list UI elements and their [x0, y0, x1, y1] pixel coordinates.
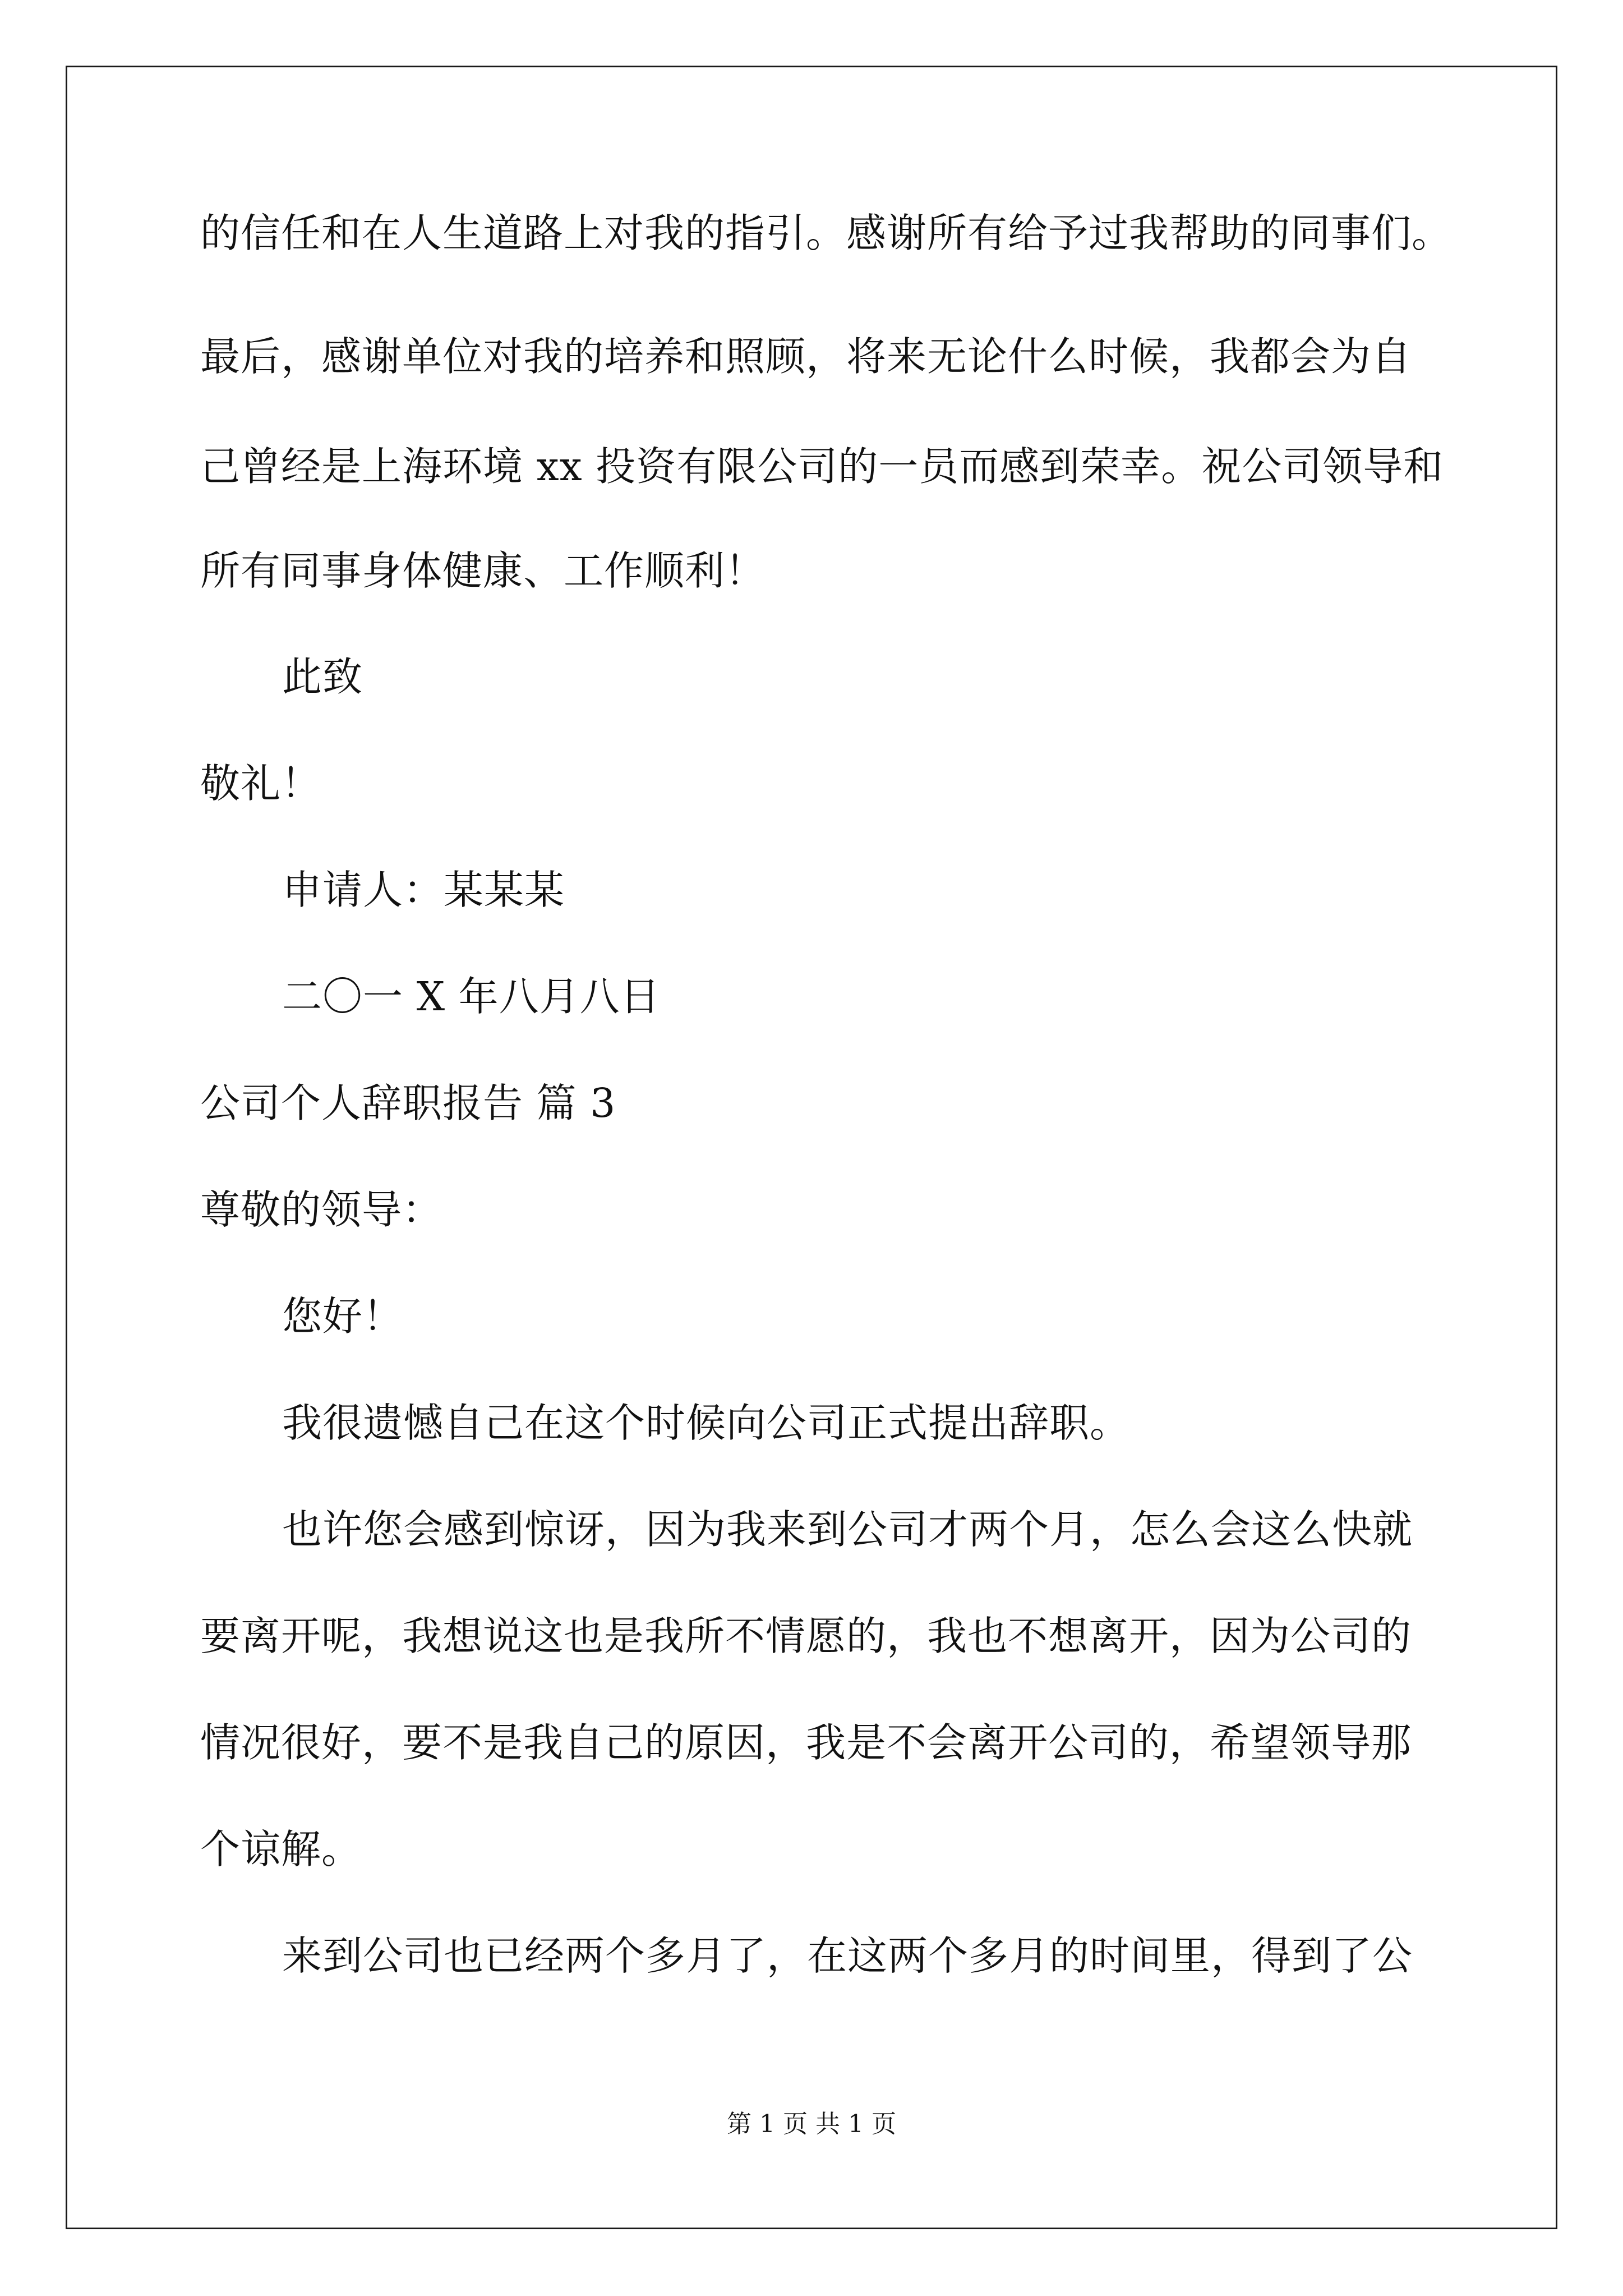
section-heading: 公司个人辞职报告 篇 3 [200, 1080, 616, 1126]
text-line: 情况很好，要不是我自己的原因，我是不会离开公司的，希望领导那 [200, 1719, 1412, 1766]
page-border [66, 66, 1557, 2229]
text-line: 己曾经是上海环境 xx 投资有限公司的一员而感到荣幸。祝公司领导和 [200, 443, 1444, 490]
page-footer: 第 1 页 共 1 页 [727, 2110, 896, 2138]
closing-salutation: 此致 [282, 654, 363, 700]
text-line: 最后，感谢单位对我的培养和照顾，将来无论什么时候，我都会为自 [200, 333, 1412, 380]
text-line: 要离开呢，我想说这也是我所不情愿的，我也不想离开，因为公司的 [200, 1613, 1412, 1659]
text-line: 也许您会感到惊讶，因为我来到公司才两个月，怎么会这么快就 [282, 1506, 1413, 1553]
text-line: 个谅解。 [200, 1826, 362, 1872]
letter-date: 二〇一 X 年八月八日 [282, 973, 661, 1020]
text-line: 来到公司也已经两个多月了，在这两个多月的时间里，得到了公 [282, 1932, 1413, 1979]
closing-regards: 敬礼！ [200, 760, 322, 807]
text-line: 的信任和在人生道路上对我的指引。感谢所有给予过我帮助的同事们。 [200, 210, 1453, 256]
text-line: 我很遗憾自己在这个时候向公司正式提出辞职。 [282, 1400, 1131, 1446]
greeting-hello: 您好！ [282, 1293, 404, 1340]
text-line: 所有同事身体健康、工作顺利！ [200, 547, 766, 594]
applicant-signature: 申请人：某某某 [282, 867, 565, 913]
greeting: 尊敬的领导： [200, 1186, 443, 1233]
